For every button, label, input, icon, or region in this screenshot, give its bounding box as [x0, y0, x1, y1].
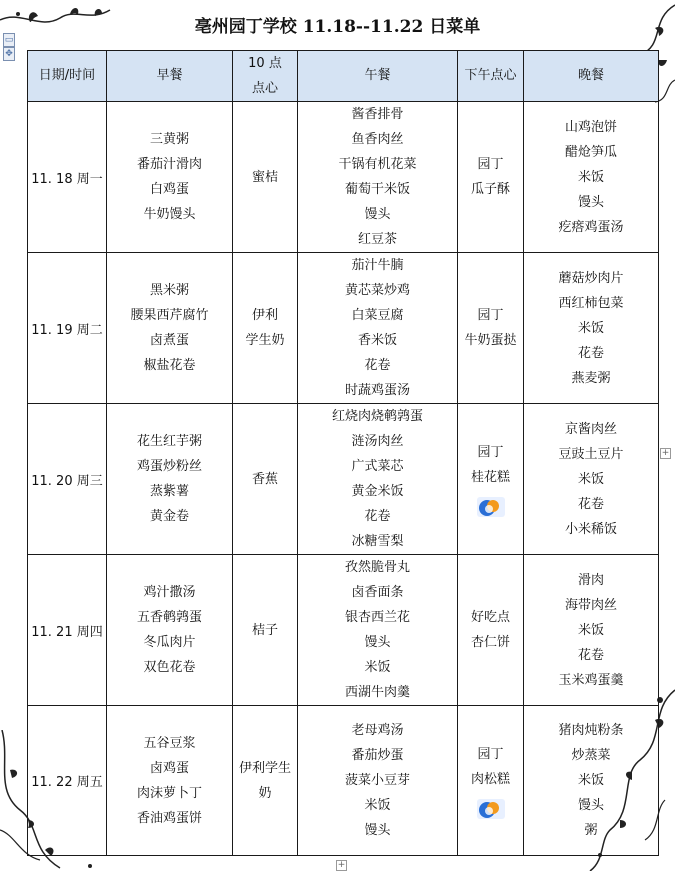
menu-item: 馒头: [577, 798, 604, 813]
menu-item: 好吃点: [470, 610, 510, 625]
dinner-cell: [524, 253, 659, 404]
header-date-time: 日期/时间: [28, 51, 107, 102]
menu-item: 米饭: [577, 622, 604, 638]
menu-item: 葡萄干米饭: [344, 182, 410, 197]
menu-item: 腰果西芹腐竹: [130, 308, 209, 323]
breakfast-cell: [107, 404, 233, 555]
menu-item: 园丁: [477, 157, 504, 172]
add-column-button[interactable]: +: [661, 448, 670, 458]
menu-item: 山鸡泡饼: [564, 119, 617, 135]
menu-item: 燕麦粥: [571, 370, 611, 386]
menu-item: 肉松糕: [470, 771, 510, 787]
menu-item: 花卷: [577, 345, 604, 361]
lunch-cell: [298, 555, 458, 706]
snack-pm-cell: [458, 404, 524, 555]
menu-item: 干锅有机花菜: [338, 157, 417, 172]
snack-logo-icon: [476, 496, 506, 518]
menu-item: 广式菜芯: [351, 459, 404, 474]
menu-item: 黑米粥: [149, 283, 189, 298]
snack-pm-cell: [458, 555, 524, 706]
menu-item: 涟汤肉丝: [351, 434, 404, 449]
menu-item: 孜然脆骨丸: [344, 560, 410, 575]
menu-item: 园丁: [477, 308, 504, 323]
menu-item: 五谷豆浆: [143, 735, 196, 751]
menu-table: [27, 50, 659, 856]
breakfast-cell: [107, 102, 233, 253]
menu-item: 花卷: [364, 358, 391, 373]
menu-item: 番茄汁滑肉: [136, 157, 202, 172]
menu-item: 玉米鸡蛋羹: [558, 672, 624, 688]
menu-item: 花卷: [364, 509, 391, 524]
menu-item: 园丁: [477, 746, 504, 762]
header-dinner: 晚餐: [524, 51, 659, 102]
menu-item: 鸡蛋炒粉丝: [136, 459, 202, 474]
menu-item: 西红柿包菜: [558, 295, 624, 311]
date-cell: 11. 20 周三: [28, 404, 107, 555]
menu-item: 肉沫萝卜丁: [136, 785, 202, 801]
menu-item: 蜜桔: [251, 169, 278, 185]
dinner-cell: [524, 102, 659, 253]
header-snack-pm: 下午点心: [458, 51, 524, 102]
date-cell: 11. 22 周五: [28, 706, 107, 856]
menu-item: 卤香面条: [351, 585, 404, 600]
snack-am-cell: [233, 404, 298, 555]
menu-item: 杏仁饼: [470, 635, 510, 650]
menu-item: 桔子: [251, 622, 278, 638]
menu-item: 番茄炒蛋: [351, 748, 404, 763]
lunch-cell: [298, 102, 458, 253]
lunch-cell: [298, 253, 458, 404]
dinner-cell: [524, 706, 659, 856]
menu-item: 米饭: [577, 169, 604, 185]
date-cell: 11. 19 周二: [28, 253, 107, 404]
table-row: [28, 102, 659, 253]
menu-item: 学生奶: [245, 333, 285, 348]
menu-item: 馒头: [364, 635, 391, 650]
menu-item: 老母鸡汤: [351, 723, 404, 738]
menu-item: 香米饭: [357, 333, 397, 348]
menu-item: 粥: [584, 823, 598, 838]
snack-logo-icon: [476, 798, 506, 820]
snack-am-cell: [233, 555, 298, 706]
move-icon: ✥: [3, 47, 15, 61]
menu-item: 京酱肉丝: [564, 421, 617, 437]
snack-pm-cell: [458, 706, 524, 856]
menu-item: 滑肉: [577, 572, 604, 588]
menu-item: 米饭: [577, 471, 604, 487]
menu-item: 醋炝笋瓜: [564, 144, 617, 160]
menu-item: 疙瘩鸡蛋汤: [558, 219, 624, 235]
snack-pm-cell: [458, 253, 524, 404]
menu-item: 奶: [258, 785, 272, 801]
menu-item: 伊利学生: [238, 760, 291, 776]
breakfast-cell: [107, 706, 233, 856]
menu-item: 黄金米饭: [351, 484, 404, 499]
menu-item: 豆豉土豆片: [558, 446, 624, 462]
snack-am-cell: [233, 253, 298, 404]
menu-item: 银杏西兰花: [344, 610, 410, 625]
menu-item: 花生红芋粥: [136, 434, 202, 449]
menu-item: 西湖牛肉羹: [344, 685, 410, 700]
table-row: [28, 404, 659, 555]
menu-item: 三黄粥: [149, 132, 189, 147]
menu-item: 冬瓜肉片: [143, 635, 196, 650]
menu-item: 馒头: [577, 194, 604, 210]
menu-item: 五香鹌鹑蛋: [136, 610, 202, 625]
menu-item: 牛奶蛋挞: [464, 333, 517, 348]
menu-item: 米饭: [577, 320, 604, 336]
menu-item: 小米稀饭: [564, 521, 617, 537]
breakfast-cell: [107, 555, 233, 706]
menu-item: 伊利: [251, 308, 278, 323]
menu-item: 椒盐花卷: [143, 358, 196, 373]
lunch-cell: [298, 404, 458, 555]
menu-item: 香蕉: [251, 471, 278, 487]
menu-item: 香油鸡蛋饼: [136, 810, 202, 826]
menu-item: 米饭: [364, 660, 391, 675]
table-move-handle[interactable]: [3, 33, 25, 59]
menu-item: 鱼香肉丝: [351, 132, 404, 147]
header-snack-am-line2: 点心: [251, 81, 278, 96]
page-title: 亳州园丁学校 11.18--11.22 日菜单: [194, 17, 481, 37]
menu-item: 海带肉丝: [564, 597, 617, 613]
menu-item: 茄汁牛腩: [351, 258, 404, 273]
menu-item: 卤鸡蛋: [149, 760, 189, 776]
breakfast-cell: [107, 253, 233, 404]
menu-item: 蘑菇炒肉片: [558, 270, 624, 286]
menu-item: 红豆茶: [357, 232, 397, 247]
menu-item: 花卷: [577, 496, 604, 512]
menu-item: 炒蒸菜: [571, 748, 611, 763]
table-row: [28, 706, 659, 856]
date-cell: 11. 18 周一: [28, 102, 107, 253]
menu-item: 花卷: [577, 647, 604, 663]
menu-item: 黄芯菜炒鸡: [344, 283, 410, 298]
menu-item: 牛奶馒头: [143, 207, 196, 222]
menu-item: 黄金卷: [149, 509, 189, 524]
menu-item: 白菜豆腐: [351, 308, 404, 323]
snack-am-cell: [233, 706, 298, 856]
lunch-cell: [298, 706, 458, 856]
header-breakfast: 早餐: [107, 51, 233, 102]
menu-item: 冰糖雪梨: [351, 534, 404, 549]
dinner-cell: [524, 404, 659, 555]
add-row-button[interactable]: +: [337, 860, 346, 870]
header-snack-am: [233, 51, 298, 102]
menu-item: 猪肉炖粉条: [558, 723, 624, 738]
menu-item: 馒头: [364, 823, 391, 838]
menu-item: 桂花糕: [470, 470, 510, 485]
header-lunch: 午餐: [298, 51, 458, 102]
header-snack-am-line1: 10 点: [248, 56, 282, 71]
header-row: [28, 51, 659, 102]
menu-item: 白鸡蛋: [149, 182, 189, 197]
menu-item: 瓜子酥: [470, 182, 510, 197]
menu-item: 米饭: [577, 773, 604, 788]
date-cell: 11. 21 周四: [28, 555, 107, 706]
menu-body: [28, 102, 659, 856]
menu-item: 酱香排骨: [351, 107, 404, 122]
menu-item: 馒头: [364, 207, 391, 222]
snack-pm-cell: [458, 102, 524, 253]
table-row: [28, 555, 659, 706]
menu-item: 鸡汁撒汤: [143, 585, 196, 600]
menu-item: 蒸紫薯: [149, 484, 189, 499]
menu-item: 米饭: [364, 798, 391, 813]
menu-item: 双色花卷: [143, 660, 196, 675]
table-row: [28, 253, 659, 404]
menu-item: 菠菜小豆芽: [344, 773, 410, 788]
snack-am-cell: [233, 102, 298, 253]
menu-item: 红烧肉烧鹌鹑蛋: [331, 409, 423, 424]
dinner-cell: [524, 555, 659, 706]
menu-item: 园丁: [477, 445, 504, 460]
menu-item: 卤煮蛋: [149, 333, 189, 348]
table-select-icon: ▭: [4, 35, 14, 45]
menu-item: 时蔬鸡蛋汤: [344, 383, 410, 398]
